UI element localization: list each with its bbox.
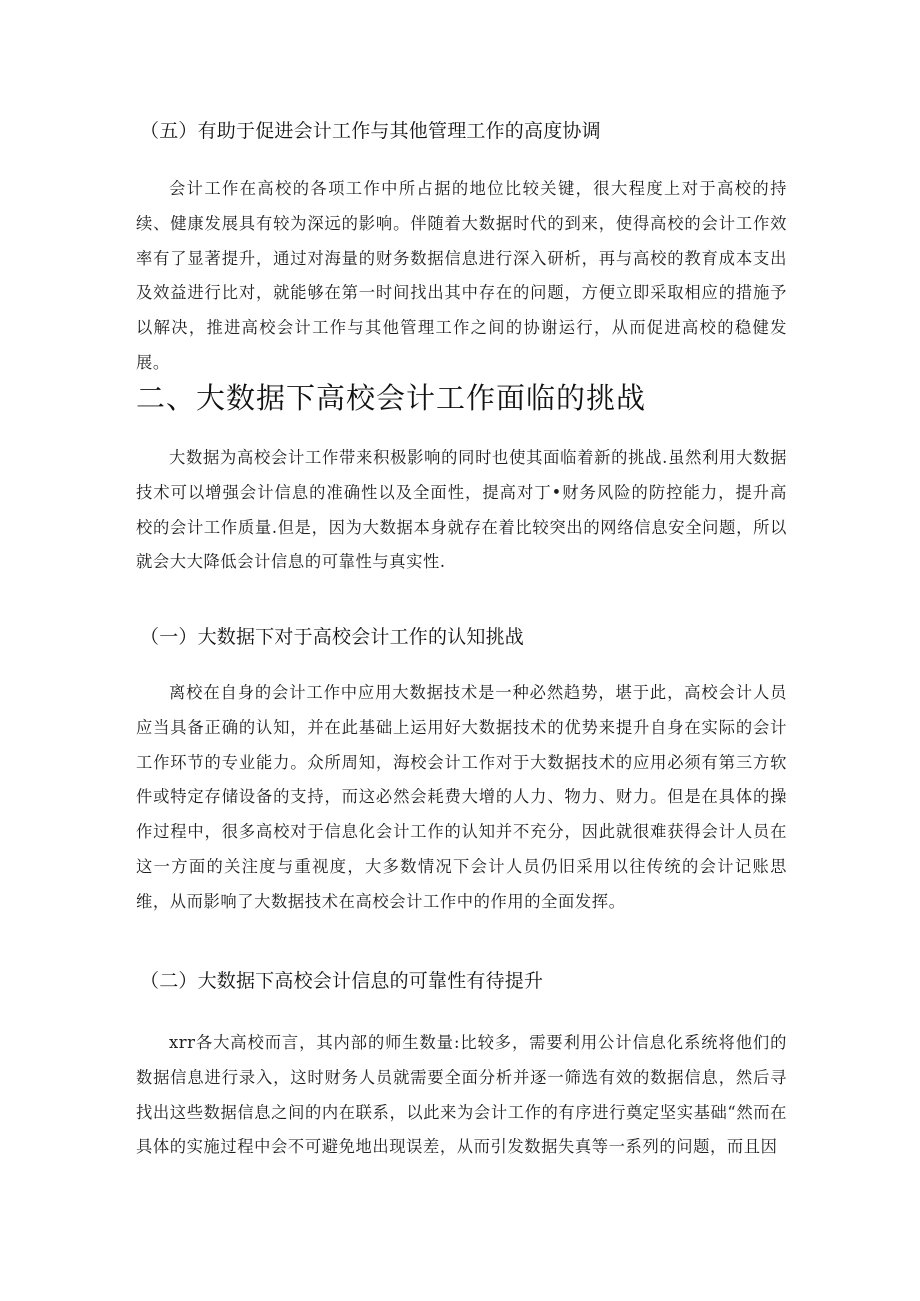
section-heading-2: 二、大数据下高校会计工作面临的挑战 [136, 381, 647, 415]
paragraph-challenges-intro: 大数据为高校会计工作带来积极影响的同时也使其面临着新的挑战.虽然利用大数据技术可以增强会计信息的准确性以及全面性，提高对丁•财务风险的防控能力，提升高校的会计工作质量.但是，因为大数据本身就存在着比较突出的网络信息安全问题，所以就会大大降低会计信息的可靠性与真实性. [136, 448, 787, 572]
subsection-heading-1: （一）大数据下对于高校会计工作的认知挑战 [140, 626, 525, 648]
paragraph-cognitive-challenge: 离校在自身的会计工作中应用大数据技术是一种必然趋势，堪于此，高校会计人员应当具备正确的认知，并在此基础上运用好大数据技术的优势来提升自身在实际的会计工作环节的专业能力。众所周知，海校会计工作对于大数据技术的应用必须有第三方软件或特定存储设备的支持，而这必然会耗费大增的人力、物力、财力。但是在具体的操作过程中，很多高校对于信息化会计工作的认知并不充分，因此就很难获得会计人员在这一方面的关注度与重视度，大多数情况下会计人员仍旧采用以往传统的会计记账思维，从而影响了大数据技术在高校会计工作中的作用的全面发挥。 [136, 683, 787, 911]
subsection-heading-5: （五）有助于促进会计工作与其他管理工作的高度协调 [140, 120, 601, 142]
paragraph-reliability: xrr各大高校而言，其内部的师生数量:比较多，需要利用公计信息化系统将他们的数据信息进行录入，这时财务人员就需要全面分析并逐一筛选有效的数据信息，然后寻找出这些数据信息之间的内在联系，以此来为会计工作的有序进行奠定坚实基础“然而在具体的实施过程中会不可避免地出现误差，从而引发数据失真等一系列的问题，而且因 [136, 1033, 787, 1157]
subsection-heading-2: （二）大数据下高校会计信息的可靠性有待提升 [140, 970, 544, 992]
paragraph-accounting-coordination: 会计工作在高校的各项工作中所占据的地位比较关键，很大程度上对于高校的持续、健康发展具有较为深远的影响。伴随着大数据时代的到来，使得高校的会计工作效率有了显著提升，通过对海量的财务数据信息进行深入研析，再与高校的教育成本支出及效益进行比对，就能够在第一时间找出其中存在的问题，方便立即采取相应的措施予以解决，推进高校会计工作与其他管理工作之间的协谢运行，从而促进高校的稳健发展。 [136, 179, 787, 372]
